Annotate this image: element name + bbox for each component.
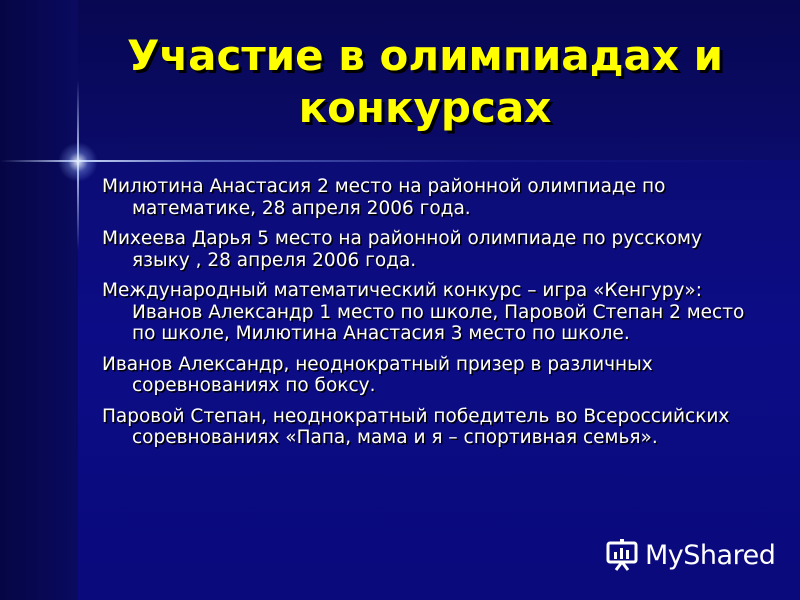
flare-horizontal bbox=[0, 160, 800, 162]
list-item: Международный математический конкурс – игра «Кенгуру»: Иванов Александр 1 место по школе, Паровой Степан 2 место по школе, Милютина Анастасия 3 место по школе. bbox=[102, 280, 745, 344]
watermark bbox=[605, 535, 775, 575]
list-item: Милютина Анастасия 2 место на районной олимпиаде по математике, 28 апреля 2006 года. bbox=[102, 176, 666, 219]
slide-body bbox=[102, 176, 762, 458]
slide-title: Участие в олимпиадах и конкурсах bbox=[126, 31, 724, 132]
presentation-board-icon bbox=[605, 538, 639, 572]
list-item: Паровой Степан, неоднократный победитель во Всероссийских соревнованиях «Папа, мама и я – спортивная семья». bbox=[102, 405, 730, 448]
left-band bbox=[0, 0, 78, 600]
flare-glow bbox=[58, 142, 98, 182]
list-item: Михеева Дарья 5 место на районной олимпиаде по русскому языку , 28 апреля 2006 года. bbox=[102, 228, 702, 271]
watermark-text: MyShared bbox=[645, 539, 776, 571]
list-item: Иванов Александр, неоднократный призер в различных соревнованиях по боксу. bbox=[102, 353, 653, 396]
